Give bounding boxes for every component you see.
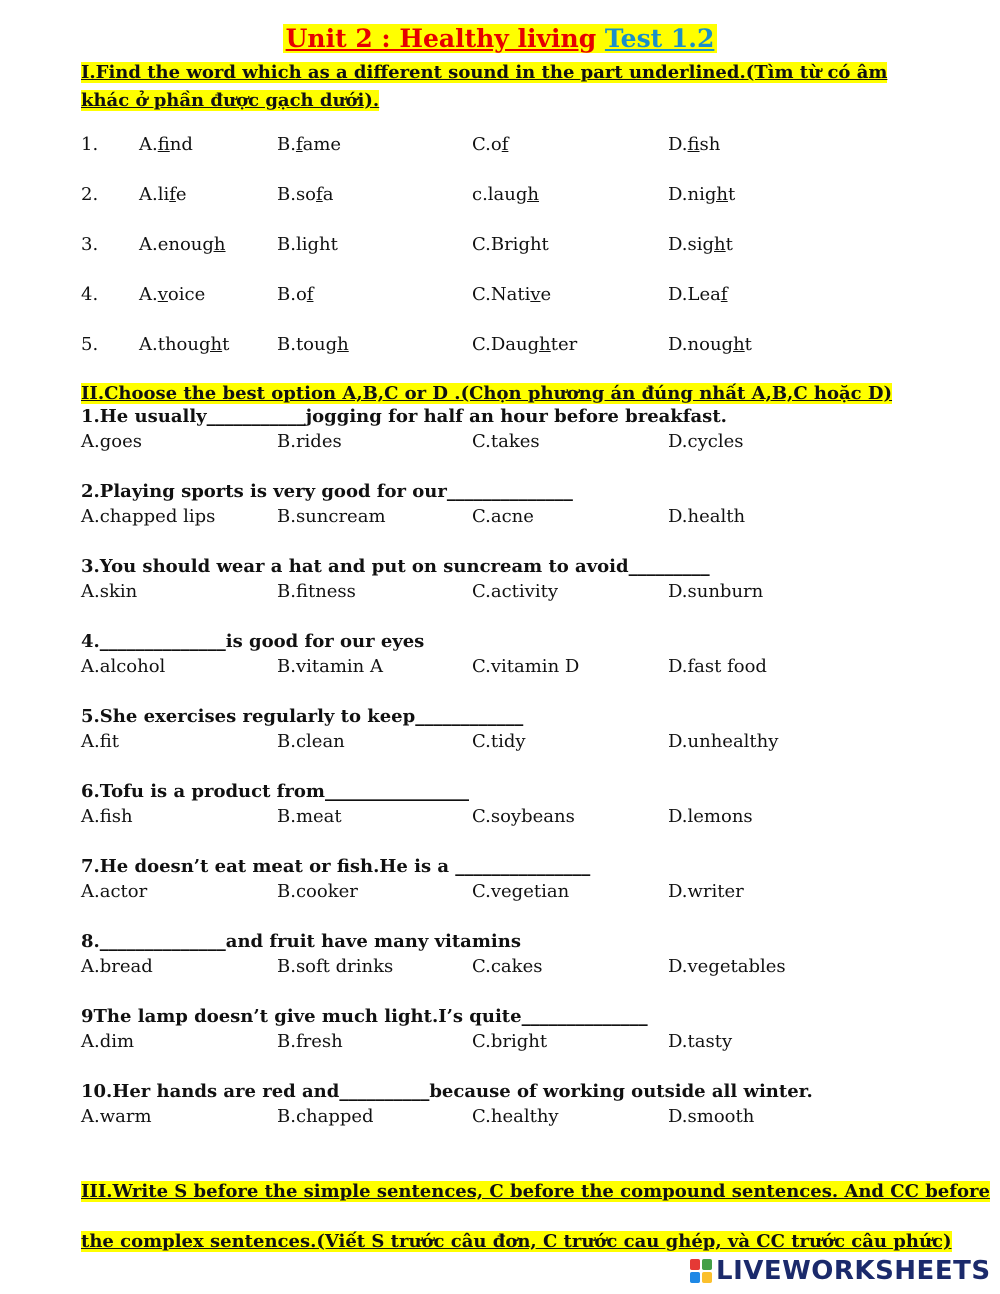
answer-option[interactable]: B.fresh (277, 1031, 343, 1052)
question-text: 2.Playing sports is very good for our______________ (81, 481, 573, 502)
answer-option[interactable]: D.fast food (668, 656, 767, 677)
sound-option: A.voice (139, 284, 206, 305)
section2-heading: II.Choose the best option A,B,C or D .(Chọn phương án đúng nhất A,B,C hoặc D) (81, 383, 893, 404)
sound-option: B.sofa (277, 184, 334, 205)
question-text: 10.Her hands are red and__________because of working outside all winter. (81, 1081, 813, 1102)
answer-option[interactable]: A.goes (81, 431, 142, 452)
sound-option: A.life (139, 184, 187, 205)
underlined-part: gh (515, 184, 540, 205)
underlined-part: gh (198, 334, 223, 355)
underlined-part: f (295, 134, 303, 155)
title-test: Test 1.2 (604, 24, 715, 53)
answer-option[interactable]: C.acne (472, 506, 534, 527)
item-number: 3. (81, 234, 99, 255)
answer-option[interactable]: D.cycles (668, 431, 744, 452)
worksheet-title (0, 22, 1000, 56)
sound-option: A.enough (139, 234, 226, 255)
sound-option: D.Leaf (668, 284, 728, 305)
item-number: 1. (81, 134, 99, 155)
sound-option: C.Daughter (472, 334, 578, 355)
answer-option[interactable]: D.writer (668, 881, 744, 902)
answer-option[interactable]: B.meat (277, 806, 342, 827)
answer-option[interactable]: A.alcohol (81, 656, 166, 677)
answer-options (0, 1106, 1000, 1132)
underlined-part: gh (527, 334, 551, 355)
underlined-part: f (720, 284, 728, 305)
sound-option: C.Native (472, 284, 552, 305)
answer-option[interactable]: A.bread (81, 956, 153, 977)
sound-option: D.fish (668, 134, 721, 155)
sound-item (0, 234, 1000, 260)
answer-option[interactable]: A.skin (81, 581, 138, 602)
answer-options (0, 806, 1000, 832)
answer-option[interactable]: C.activity (472, 581, 558, 602)
question-text: 9The lamp doesn’t give much light.I’s quite______________ (81, 1006, 648, 1027)
question-text: 1.He usually___________jogging for half an hour before breakfast. (81, 406, 727, 427)
underlined-part: f (157, 134, 170, 155)
underlined-part: f (169, 184, 176, 205)
sound-option: B.tough (277, 334, 349, 355)
answer-option[interactable]: D.tasty (668, 1031, 733, 1052)
underlined-part: v (530, 284, 541, 305)
sound-option: B.light (277, 234, 338, 255)
answer-options (0, 881, 1000, 907)
answer-options (0, 581, 1000, 607)
answer-option[interactable]: D.health (668, 506, 746, 527)
question-text: 7.He doesn’t eat meat or fish.He is a _______________ (81, 856, 591, 877)
sound-option: A.thought (139, 334, 230, 355)
section3-heading-line2: the complex sentences.(Viết S trước câu đơn, C trước cau ghép, và CC trước câu phức) (81, 1231, 952, 1252)
item-number: 2. (81, 184, 99, 205)
sound-item (0, 184, 1000, 210)
question-text: 4.______________is good for our eyes (81, 631, 425, 652)
sound-option: c.laugh (472, 184, 540, 205)
section1-heading: I.Find the word which as a different sound in the part underlined.(Tìm từ có âm khác ở phần được gạch dưới). (81, 62, 888, 111)
title-unit: Unit 2 : Healthy living (285, 24, 597, 53)
answer-option[interactable]: B.clean (277, 731, 345, 752)
question-text: 5.She exercises regularly to keep____________ (81, 706, 524, 727)
sound-option: D.night (668, 184, 736, 205)
answer-option[interactable]: C.tidy (472, 731, 526, 752)
answer-option[interactable]: C.healthy (472, 1106, 559, 1127)
answer-option[interactable]: D.lemons (668, 806, 753, 827)
sound-item (0, 284, 1000, 310)
underlined-part: f (306, 284, 314, 305)
sound-option: B.of (277, 284, 314, 305)
answer-option[interactable]: D.unhealthy (668, 731, 779, 752)
answer-option[interactable]: C.soybeans (472, 806, 575, 827)
underlined-part: gh (702, 234, 726, 255)
answer-options (0, 431, 1000, 457)
answer-option[interactable]: C.cakes (472, 956, 543, 977)
sound-option: C.of (472, 134, 509, 155)
answer-option[interactable]: B.soft drinks (277, 956, 394, 977)
question-text: 6.Tofu is a product from________________ (81, 781, 469, 802)
underlined-part: gh (721, 334, 745, 355)
answer-options (0, 506, 1000, 532)
underlined-part: v (157, 284, 168, 305)
question-text: 8.______________and fruit have many vitamins (81, 931, 521, 952)
answer-option[interactable]: C.bright (472, 1031, 548, 1052)
answer-option[interactable]: B.suncream (277, 506, 386, 527)
answer-options (0, 731, 1000, 757)
logo-text: LIVEWORKSHEETS (716, 1256, 991, 1286)
sound-item (0, 134, 1000, 160)
underlined-part: gh (202, 234, 226, 255)
answer-option[interactable]: A.fit (81, 731, 119, 752)
section3-heading-line1: III.Write S before the simple sentences, C before the compound sentences. And CC before (81, 1181, 990, 1202)
item-number: 5. (81, 334, 99, 355)
answer-option[interactable]: B.cooker (277, 881, 358, 902)
underlined-part: f (316, 184, 323, 205)
answer-option[interactable]: A.chapped lips (81, 506, 216, 527)
liveworksheets-logo (690, 1256, 991, 1286)
answer-option[interactable]: C.vegetian (472, 881, 570, 902)
answer-options (0, 956, 1000, 982)
underlined-part: f (687, 134, 700, 155)
answer-option[interactable]: A.warm (81, 1106, 152, 1127)
answer-option[interactable]: D.vegetables (668, 956, 786, 977)
underlined-part: gh (704, 184, 728, 205)
answer-option[interactable]: C.takes (472, 431, 540, 452)
answer-option[interactable]: B.rides (277, 431, 342, 452)
sound-option: D.sight (668, 234, 733, 255)
answer-option[interactable]: B.vitamin A (277, 656, 383, 677)
question-text: 3.You should wear a hat and put on suncream to avoid_________ (81, 556, 710, 577)
answer-option[interactable]: B.chapped (277, 1106, 374, 1127)
sound-option: D.nought (668, 334, 752, 355)
underlined-part: gh (325, 334, 349, 355)
answer-option[interactable]: C.vitamin D (472, 656, 580, 677)
item-number: 4. (81, 284, 99, 305)
answer-option[interactable]: A.dim (81, 1031, 135, 1052)
answer-option[interactable]: D.sunburn (668, 581, 764, 602)
answer-option[interactable]: A.fish (81, 806, 133, 827)
sound-item (0, 334, 1000, 360)
answer-option[interactable]: D.smooth (668, 1106, 755, 1127)
answer-option[interactable]: A.actor (81, 881, 148, 902)
answer-option[interactable]: B.fitness (277, 581, 356, 602)
logo-mark-icon (690, 1259, 712, 1283)
sound-option: A.find (139, 134, 193, 155)
answer-options (0, 1031, 1000, 1057)
underlined-part: f (501, 134, 509, 155)
sound-option: B.fame (277, 134, 342, 155)
sound-option: C.Bright (472, 234, 549, 255)
answer-options (0, 656, 1000, 682)
